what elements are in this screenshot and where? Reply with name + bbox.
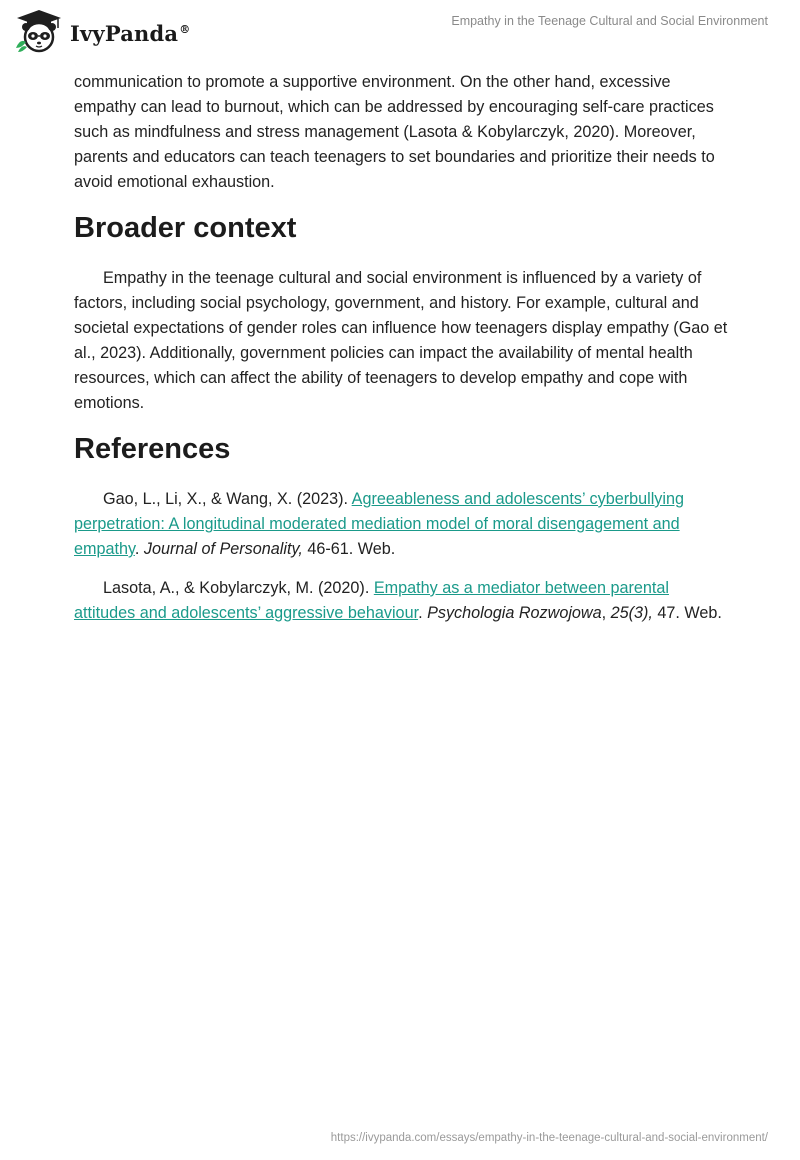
intro-paragraph: communication to promote a supportive environment. On the other hand, excessive empathy can lead to burnout, which can be addressed by encouraging self-care practices such as mindfulness and stress management (Lasota & Kobylarczyk, 2020). Moreover, parents and educators can teach teenagers to set boundaries and prioritize their needs to avoid emotional exhaustion. [74,73,715,191]
reference-volume: 25(3), [610,604,653,622]
broader-context-heading: Broader context [74,212,297,244]
document-title: Empathy in the Teenage Cultural and Social Environment [451,14,768,28]
panda-icon [14,8,64,54]
references-heading: References [74,433,231,465]
reference-authors: Gao, L., Li, X., & Wang, X. (2023). [103,490,352,508]
ivypanda-logo[interactable] [14,8,190,54]
broader-context-paragraph: Empathy in the teenage cultural and social environment is influenced by a variety of factors, including social psychology, government, and history. For example, cultural and societal expectations of gender roles can influence how teenagers display empathy (Gao et al., 2023). Additionally, government policies can impact the availability of mental health resources, which can affect the ability of teenagers to develop empathy and cope with emotions. [74,269,728,412]
reference-journal: Psychologia Rozwojowa [427,604,602,622]
reference-journal: Journal of Personality, [143,540,303,558]
reference-link[interactable]: Empathy as a mediator between parental attitudes and adolescents’ aggressive behaviour [74,579,669,622]
reference-entry: Gao, L., Li, X., & Wang, X. (2023). Agreeableness and adolescents’ cyberbullying perpetration: A longitudinal moderated mediation model of moral disengagement and empathy. Journal of Personality, 46-61. Web. [74,490,684,558]
essay-body [74,70,734,640]
reference-entry: Lasota, A., & Kobylarczyk, M. (2020). Empathy as a mediator between parental attitudes and adolescents’ aggressive behaviour. Psychologia Rozwojowa, 25(3), 47. Web. [74,579,722,622]
page-url: https://ivypanda.com/essays/empathy-in-the-teenage-cultural-and-social-environment/ [330,1132,768,1144]
reference-link[interactable]: Agreeableness and adolescents’ cyberbullying perpetration: A longitudinal moderated mediation model of moral disengagement and empathy [74,490,684,558]
reference-authors: Lasota, A., & Kobylarczyk, M. (2020). [103,579,374,597]
page-header [0,0,800,60]
brand-name: IvyPanda® [70,20,191,46]
